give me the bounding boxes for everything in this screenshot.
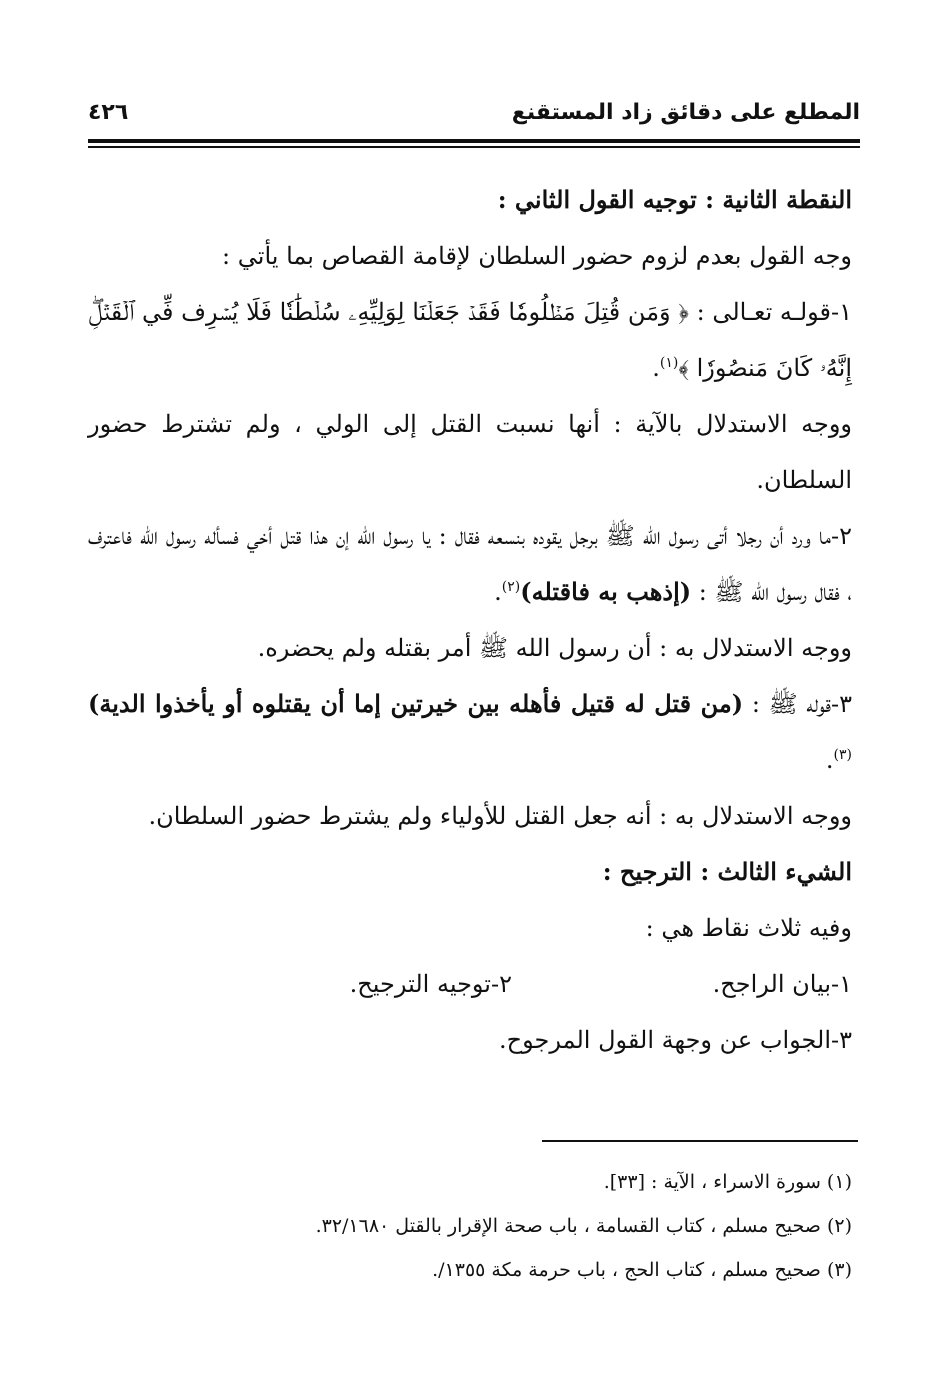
book-title: المطلع على دقائق زاد المستقنع: [511, 100, 860, 125]
intro-paragraph: وجه القول بعدم لزوم حضور السلطان لإقامة القصاص بما يأتي :: [222, 242, 852, 270]
footnote-ref-1: (١): [659, 355, 679, 371]
point-two: ٢-توجيه الترجيح.: [349, 970, 512, 998]
page-number: ٤٢٦: [88, 100, 129, 125]
evidence-one-label: ١-قولـه تعـالى :: [696, 298, 853, 326]
footnote-ref-2: (٢): [501, 579, 521, 595]
evidence-three-label: ٣-قوله ﷺ :: [751, 690, 852, 718]
three-points-intro: وفيه ثلاث نقاط هي :: [645, 914, 852, 942]
point-three: ٣-الجواب عن وجهة القول المرجوح.: [498, 1026, 852, 1054]
footnote-1: (١) سورة الاسراء ، الآية : [٣٣].: [603, 1171, 852, 1193]
evidence-two: ٢-ما ورد أن رجلا أتى رسول الله ﷺ برجل يقوده بنسعه فقال : يا رسول الله إن هذا قتل أخي فسأله رسول الله فاعترف ، فقال رسول الله ﷺ : (إذهب به فاقتله)$^{(٢)}$.: [88, 522, 852, 606]
footnotes: [120, 1160, 852, 1292]
header-rule-thin: [88, 146, 860, 148]
running-header: [88, 96, 860, 132]
footnote-3: (٣) صحيح مسلم ، كتاب الحج ، باب حرمة مكة ١٣٥٥/.: [432, 1259, 852, 1281]
footnote-separator: [542, 1140, 858, 1142]
evidence-three: ٣-قوله ﷺ : (من قتل له قتيل فأهله بين خيرتين إما أن يقتلوه أو يأخذوا الدية)$^{(٣)}$.: [88, 689, 852, 774]
evidence-one: ١-قولـه تعـالى : ﴿ وَمَن قُتِلَ مَظۡلُومٗا فَقَدۡ جَعَلۡنَا لِوَلِيِّهِۦ سُلۡطَٰنٗا فَلَا يُسۡرِف فِّي ٱلۡقَتۡلِۖ إِنَّهُۥ كَانَ مَنصُورٗا ﴾$^{(١)}$.: [88, 298, 853, 382]
evidence-one-reasoning: ووجه الاستدلال بالآية : أنها نسبت القتل إلى الولي ، ولم تشترط حضور السلطان.: [88, 410, 852, 494]
hadith-quote-two: (إذهب به فاقتله): [520, 577, 692, 606]
point-one: ١-بيان الراجح.: [712, 970, 852, 998]
heading-point-two: النقطة الثانية : توجيه القول الثاني :: [497, 185, 852, 214]
hadith-quote-three: (من قتل له قتيل فأهله بين خيرتين إما أن يقتلوه أو يأخذوا الدية): [88, 689, 744, 718]
heading-third-thing: الشيء الثالث : الترجيح :: [602, 857, 852, 886]
footnote-ref-3: (٣): [833, 747, 852, 763]
points-row: [88, 956, 852, 1012]
quran-verse: ﴿ وَمَن قُتِلَ مَظۡلُومٗا فَقَدۡ جَعَلۡنَا لِوَلِيِّهِۦ سُلۡطَٰنٗا فَلَا يُسۡرِف فِّي ٱلۡقَتۡلِۖ إِنَّهُۥ كَانَ مَنصُورٗا ﴾: [88, 298, 852, 382]
evidence-two-text: ٢-ما ورد أن رجلا أتى رسول الله ﷺ برجل يقوده بنسعه فقال : يا رسول الله إن هذا قتل أخي فسأله رسول الله فاعترف ، فقال رسول الله ﷺ :: [88, 522, 852, 606]
header-rule-thick: [88, 139, 860, 143]
footnote-2: (٢) صحيح مسلم ، كتاب القسامة ، باب صحة الإقرار بالقتل ٣٢/١٦٨٠.: [315, 1215, 852, 1237]
main-text: [88, 172, 852, 1068]
evidence-two-reasoning: ووجه الاستدلال به : أن رسول الله ﷺ أمر بقتله ولم يحضره.: [257, 634, 852, 662]
evidence-three-reasoning: ووجه الاستدلال به : أنه جعل القتل للأولياء ولم يشترط حضور السلطان.: [148, 802, 852, 830]
